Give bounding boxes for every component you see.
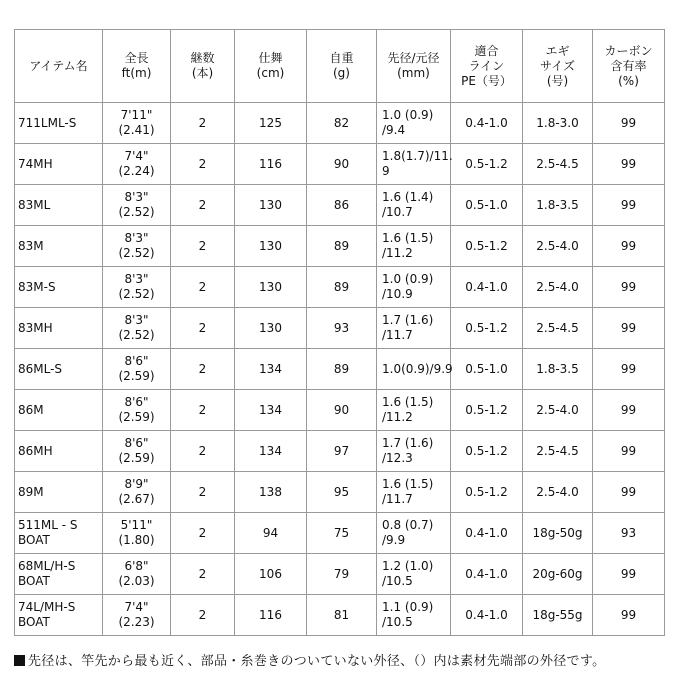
cell-weight: 90: [307, 144, 377, 185]
cell-pieces: 2: [171, 349, 235, 390]
cell-length: [103, 390, 171, 431]
cell-line: 1.2 (1.0): [382, 559, 434, 573]
cell-closed: 130: [235, 267, 307, 308]
table-row: [15, 185, 665, 226]
cell-line: 86MH: [18, 443, 53, 458]
cell-line: 1.6 (1.5): [382, 395, 434, 409]
cell-line: 0.5-1.0: [451, 185, 523, 226]
cell-weight: 81: [307, 595, 377, 636]
cell-closed: 130: [235, 185, 307, 226]
cell-line: 1.1 (0.9): [382, 600, 434, 614]
cell-line: /10.7: [382, 205, 413, 219]
cell-closed: 134: [235, 349, 307, 390]
cell-length: [103, 185, 171, 226]
cell-diameter: [377, 390, 451, 431]
cell-line: BOAT: [18, 533, 50, 547]
table-row: [15, 390, 665, 431]
cell-egi: 2.5-4.0: [523, 472, 593, 513]
cell-line: (2.59): [118, 369, 155, 383]
cell-line: 8'6": [124, 395, 149, 409]
cell-diameter: [377, 308, 451, 349]
cell-carbon: 99: [593, 103, 665, 144]
cell-closed: 116: [235, 595, 307, 636]
cell-line: 8'3": [124, 272, 149, 286]
header-line: (mm): [397, 66, 430, 80]
header-length: [103, 30, 171, 103]
cell-name: [15, 308, 103, 349]
table-row: [15, 554, 665, 595]
cell-line: 83ML: [18, 197, 51, 212]
cell-line: 0.5-1.2: [451, 144, 523, 185]
cell-carbon: 99: [593, 554, 665, 595]
table-row: [15, 226, 665, 267]
cell-line: 89M: [18, 484, 44, 499]
cell-egi: 2.5-4.5: [523, 431, 593, 472]
footnote: [14, 654, 605, 670]
header-line: ft(m): [121, 66, 152, 80]
cell-carbon: 99: [593, 308, 665, 349]
cell-closed: 125: [235, 103, 307, 144]
cell-length: [103, 595, 171, 636]
cell-diameter: [377, 144, 451, 185]
cell-pieces: 2: [171, 390, 235, 431]
cell-line: 1.0(0.9)/9.9: [382, 361, 453, 376]
cell-name: [15, 144, 103, 185]
cell-line: 1.6 (1.4): [382, 190, 434, 204]
table-row: [15, 349, 665, 390]
cell-pieces: 2: [171, 472, 235, 513]
header-line: (本): [191, 66, 214, 80]
cell-pieces: 2: [171, 513, 235, 554]
cell-line: (2.67): [118, 492, 155, 506]
cell-line: 1.6 (1.5): [382, 231, 434, 245]
cell-line: 7'11": [120, 108, 153, 122]
cell-line: 68ML/H-S: [18, 559, 76, 573]
cell-carbon: 99: [593, 431, 665, 472]
cell-carbon: 99: [593, 472, 665, 513]
cell-line: (2.52): [118, 205, 155, 219]
cell-weight: 89: [307, 226, 377, 267]
cell-diameter: [377, 185, 451, 226]
cell-egi: 2.5-4.0: [523, 226, 593, 267]
cell-weight: 93: [307, 308, 377, 349]
header-weight: [307, 30, 377, 103]
table-row: [15, 595, 665, 636]
cell-diameter: [377, 513, 451, 554]
cell-carbon: 93: [593, 513, 665, 554]
cell-name: [15, 554, 103, 595]
cell-line: 7'4": [124, 600, 149, 614]
cell-line: (2.23): [118, 615, 155, 629]
header-line: 仕舞: [258, 51, 283, 65]
table-row: [15, 144, 665, 185]
header-line: 継数: [190, 51, 215, 65]
table-body: [15, 103, 665, 636]
header-carbon: [593, 30, 665, 103]
cell-weight: 89: [307, 349, 377, 390]
cell-length: [103, 513, 171, 554]
cell-carbon: 99: [593, 595, 665, 636]
cell-line: BOAT: [18, 574, 50, 588]
cell-line: (2.24): [118, 164, 155, 178]
cell-line: (2.52): [118, 287, 155, 301]
cell-line: (2.52): [118, 246, 155, 260]
cell-line: 711LML-S: [18, 115, 77, 130]
cell-line: 1.7 (1.6): [382, 313, 434, 327]
footnote-text: 先径は、竿先から最も近く、部品・糸巻きのついていない外径、（）内は素材先端部の外径です。: [28, 654, 606, 669]
table-row: [15, 513, 665, 554]
cell-name: [15, 267, 103, 308]
cell-line: 0.4-1.0: [451, 554, 523, 595]
cell-weight: 75: [307, 513, 377, 554]
cell-pieces: 2: [171, 554, 235, 595]
cell-pieces: 2: [171, 267, 235, 308]
cell-line: 1.0 (0.9): [382, 108, 434, 122]
cell-closed: 116: [235, 144, 307, 185]
header-line: 全長: [124, 51, 149, 65]
black-square-icon: [14, 655, 25, 666]
cell-weight: 97: [307, 431, 377, 472]
cell-weight: 95: [307, 472, 377, 513]
header-closed-length: [235, 30, 307, 103]
cell-line: 0.4-1.0: [451, 595, 523, 636]
cell-egi: 2.5-4.0: [523, 390, 593, 431]
cell-line: 7'4": [124, 149, 149, 163]
cell-diameter: [377, 472, 451, 513]
cell-line: 9: [382, 164, 390, 178]
cell-diameter: [377, 431, 451, 472]
cell-name: [15, 472, 103, 513]
cell-closed: 134: [235, 390, 307, 431]
header-line: 含有率: [610, 58, 647, 73]
cell-closed: 94: [235, 513, 307, 554]
cell-line: 0.8 (0.7): [382, 518, 434, 532]
cell-closed: 130: [235, 226, 307, 267]
cell-closed: 138: [235, 472, 307, 513]
cell-line: 83M: [18, 238, 44, 253]
cell-carbon: 99: [593, 144, 665, 185]
cell-length: [103, 103, 171, 144]
cell-line: 0.4-1.0: [451, 103, 523, 144]
cell-line: /9.9: [382, 533, 406, 547]
table-row: [15, 431, 665, 472]
cell-line: 0.4-1.0: [451, 267, 523, 308]
cell-egi: 18g-55g: [523, 595, 593, 636]
cell-line: 83MH: [18, 320, 53, 335]
cell-carbon: 99: [593, 226, 665, 267]
table-row: [15, 267, 665, 308]
header-pieces: [171, 30, 235, 103]
cell-egi: 18g-50g: [523, 513, 593, 554]
cell-egi: 1.8-3.5: [523, 349, 593, 390]
cell-line: 0.5-1.2: [451, 308, 523, 349]
cell-line: 0.5-1.2: [451, 390, 523, 431]
cell-length: [103, 349, 171, 390]
cell-line: BOAT: [18, 615, 50, 629]
cell-name: [15, 226, 103, 267]
header-line: (cm): [256, 66, 285, 80]
cell-weight: 89: [307, 267, 377, 308]
cell-length: [103, 554, 171, 595]
cell-line: /11.2: [382, 246, 413, 260]
cell-line: (2.03): [118, 574, 155, 588]
header-line: PE（号）: [461, 73, 512, 88]
cell-pieces: 2: [171, 103, 235, 144]
header-egi-size: [523, 30, 593, 103]
header-line: サイズ: [539, 58, 576, 73]
cell-line: 8'3": [124, 231, 149, 245]
header-diameter: [377, 30, 451, 103]
header-line: (号): [546, 73, 569, 88]
cell-pieces: 2: [171, 431, 235, 472]
cell-name: [15, 431, 103, 472]
cell-line: (1.80): [118, 533, 155, 547]
cell-line: 74L/MH-S: [18, 600, 76, 614]
header-line: カーボン: [604, 43, 653, 58]
header-line: 適合: [474, 43, 499, 58]
cell-length: [103, 226, 171, 267]
cell-name: [15, 185, 103, 226]
cell-line: 8'3": [124, 313, 149, 327]
cell-diameter: [377, 226, 451, 267]
cell-line: 0.5-1.2: [451, 472, 523, 513]
header-line: アイテム名: [29, 58, 88, 73]
cell-line: /10.9: [382, 287, 413, 301]
cell-line: 1.7 (1.6): [382, 436, 434, 450]
cell-diameter: [377, 103, 451, 144]
cell-weight: 82: [307, 103, 377, 144]
cell-egi: 2.5-4.0: [523, 267, 593, 308]
header-line: (g): [333, 66, 350, 80]
cell-pieces: 2: [171, 595, 235, 636]
table-row: [15, 472, 665, 513]
cell-carbon: 99: [593, 390, 665, 431]
cell-pieces: 2: [171, 185, 235, 226]
cell-length: [103, 308, 171, 349]
header-item-name: [15, 30, 103, 103]
cell-line: 1.6 (1.5): [382, 477, 434, 491]
cell-name: [15, 513, 103, 554]
cell-line: 86M: [18, 402, 44, 417]
cell-line: (2.59): [118, 451, 155, 465]
cell-closed: 130: [235, 308, 307, 349]
cell-line: 0.5-1.2: [451, 431, 523, 472]
cell-line: 8'6": [124, 354, 149, 368]
header-row: [15, 30, 665, 103]
cell-line: 86ML-S: [18, 361, 63, 376]
cell-weight: 90: [307, 390, 377, 431]
cell-name: [15, 595, 103, 636]
cell-name: [15, 103, 103, 144]
spec-table: [14, 29, 665, 636]
header-line: エギ: [545, 43, 570, 58]
cell-line: 0.5-1.0: [451, 349, 523, 390]
cell-line: /11.7: [382, 328, 413, 342]
cell-line: 6'8": [124, 559, 149, 573]
cell-diameter: [377, 595, 451, 636]
cell-carbon: 99: [593, 349, 665, 390]
cell-length: [103, 472, 171, 513]
cell-name: [15, 390, 103, 431]
cell-line: 0.4-1.0: [451, 513, 523, 554]
cell-weight: 79: [307, 554, 377, 595]
cell-closed: 106: [235, 554, 307, 595]
cell-carbon: 99: [593, 267, 665, 308]
cell-length: [103, 144, 171, 185]
cell-diameter: [377, 349, 451, 390]
table-row: [15, 308, 665, 349]
cell-line: 8'3": [124, 190, 149, 204]
cell-line: 8'9": [124, 477, 149, 491]
cell-pieces: 2: [171, 226, 235, 267]
cell-line: (2.59): [118, 410, 155, 424]
cell-line: 0.5-1.2: [451, 226, 523, 267]
cell-length: [103, 267, 171, 308]
cell-line: /12.3: [382, 451, 413, 465]
cell-closed: 134: [235, 431, 307, 472]
cell-diameter: [377, 267, 451, 308]
cell-line: 1.8(1.7)/11.: [382, 149, 453, 163]
header-line: (%): [618, 73, 639, 88]
cell-line: 1.0 (0.9): [382, 272, 434, 286]
header-line: [451, 30, 523, 103]
cell-line: /10.5: [382, 574, 413, 588]
cell-line: /11.7: [382, 492, 413, 506]
cell-egi: 1.8-3.5: [523, 185, 593, 226]
cell-line: (2.52): [118, 328, 155, 342]
cell-line: /11.2: [382, 410, 413, 424]
cell-egi: 2.5-4.5: [523, 144, 593, 185]
cell-pieces: 2: [171, 308, 235, 349]
cell-line: /10.5: [382, 615, 413, 629]
cell-egi: 20g-60g: [523, 554, 593, 595]
cell-diameter: [377, 554, 451, 595]
cell-name: [15, 349, 103, 390]
cell-length: [103, 431, 171, 472]
header-line: 先径/元径: [387, 51, 440, 65]
cell-line: (2.41): [118, 123, 155, 137]
cell-line: 8'6": [124, 436, 149, 450]
cell-egi: 2.5-4.5: [523, 308, 593, 349]
cell-carbon: 99: [593, 185, 665, 226]
table-row: [15, 103, 665, 144]
cell-line: 511ML - S: [18, 518, 78, 532]
cell-line: 74MH: [18, 156, 53, 171]
cell-egi: 1.8-3.0: [523, 103, 593, 144]
cell-weight: 86: [307, 185, 377, 226]
cell-pieces: 2: [171, 144, 235, 185]
cell-line: /9.4: [382, 123, 406, 137]
header-line: 自重: [329, 51, 354, 65]
cell-line: 5'11": [120, 518, 153, 532]
header-line: ライン: [468, 58, 505, 73]
cell-line: 83M-S: [18, 279, 56, 294]
